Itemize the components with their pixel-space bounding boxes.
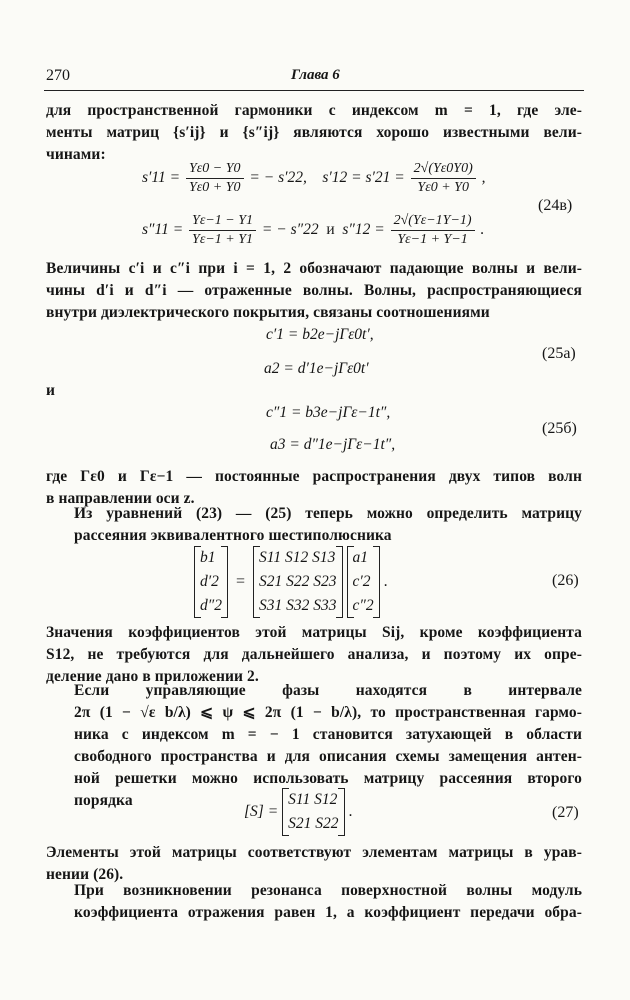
matrix-cell: d″2 — [200, 597, 222, 614]
denominator: Yε−1 + Y1 — [192, 232, 254, 247]
denominator: Yε0 + Y0 — [417, 180, 469, 195]
matrix-cell: d′2 — [200, 573, 219, 590]
text-line: Значения коэффициентов этой матрицы Sij, кроме коэффициента — [46, 624, 582, 641]
fraction — [411, 160, 476, 197]
matrix-cell: S22 — [315, 815, 339, 832]
page-number: 270 — [46, 67, 70, 84]
numerator: Yε0 − Y0 — [186, 160, 244, 179]
matrix-cell: S21 — [259, 573, 283, 590]
text-line: чины d′i и d″i — отраженные волны. Волны, распространяющиеся — [46, 282, 582, 299]
matrix-cell: S22 — [286, 573, 310, 590]
matrix-cell: S12 — [314, 791, 338, 808]
matrix-row — [259, 546, 337, 570]
eq-term: s″12 = — [342, 221, 385, 239]
numerator: 2√(Yε−1Y−1) — [391, 212, 475, 231]
text-line: 2π (1 − √ε b/λ) ⩽ ψ ⩽ 2π (1 − b/λ), то пространственная гармо- — [74, 704, 582, 721]
eq-term: [S] = — [244, 803, 279, 820]
matrix-cell: b1 — [200, 549, 216, 566]
text-line: где Γε0 и Γε−1 — постоянные распространения двух типов волн — [46, 468, 582, 485]
text-line: чинами: — [46, 146, 106, 163]
equation-25b-line1: c″1 = b3e−jΓε−1t″, — [266, 404, 391, 421]
matrix-cell: S32 — [286, 597, 310, 614]
matrix-row — [259, 570, 337, 594]
eq-term: s″11 = — [142, 221, 184, 239]
text-line: менты матриц {s′ij} и {s″ij} являются хорошо известными вели- — [46, 124, 582, 141]
eq-term: = − s′22, — [249, 169, 307, 187]
matrix-row — [288, 788, 338, 812]
equation-25b-line2: a3 = d″1e−jΓε−1t″, — [270, 436, 396, 453]
eq-term: , — [481, 169, 486, 187]
text-line: для пространственной гармоники с индексом m = 1, где эле- — [46, 102, 582, 119]
denominator: Yε0 + Y0 — [188, 180, 241, 195]
text-line: деление дано в приложении 2. — [46, 668, 259, 685]
matrix-cell: S11 — [288, 791, 311, 808]
denominator: Yε−1 + Y−1 — [397, 232, 468, 247]
equation-27 — [244, 788, 353, 836]
text-line: ной решетки можно использовать матрицу рассеяния второго — [74, 770, 582, 787]
equation-25a-line2: a2 = d′1e−jΓε0t′ — [264, 360, 369, 377]
eq-term: s′11 = — [142, 169, 181, 187]
equation-number: (24в) — [538, 197, 573, 214]
equation-number: (27) — [552, 804, 579, 821]
matrix-cell: S21 — [288, 815, 312, 832]
matrix-cell: c″2 — [352, 597, 374, 614]
paragraph-4 — [46, 503, 582, 547]
text-line: коэффициента отражения равен 1, а коэффициент передачи обра- — [74, 904, 582, 921]
paragraph-8 — [46, 880, 582, 924]
text-line: рассеяния эквивалентного шестиполюсника — [74, 527, 392, 544]
paragraph-5 — [46, 622, 582, 688]
matrix-row — [288, 812, 338, 836]
equation-26: b1 d′2 d″2 = S11 S12 S13 S21 S22 S23 S31 S32 S33 a1 c′2 c″2 . — [194, 546, 388, 618]
matrix-cell: S11 — [259, 549, 282, 566]
eq-conjunction: и — [326, 221, 335, 239]
equation-24v-row2 — [142, 212, 484, 249]
header-rule — [44, 90, 584, 91]
chapter-title: Глава 6 — [291, 67, 340, 83]
equation-24v-row1 — [142, 160, 486, 197]
eq-term: = − s″22 — [261, 221, 319, 239]
text-line: ника с индексом m = − 1 становится затухающей в области — [74, 726, 582, 743]
text-line: нении (26). — [46, 866, 124, 883]
text-line: свободного пространства и для описания схемы замещения антен- — [74, 748, 582, 765]
equation-number: (25б) — [542, 420, 577, 437]
equation-number: (25a) — [542, 345, 576, 362]
vector-b — [194, 546, 228, 618]
text-line: в направлении оси z. — [46, 490, 195, 507]
matrix-row — [259, 594, 337, 618]
text-line: порядка — [74, 792, 133, 809]
matrix-cell: S31 — [259, 597, 283, 614]
text-line: Если управляющие фазы находятся в интервале — [74, 682, 582, 699]
text-line: S12, не требуются для дальнейшего анализа, и поэтому их опре- — [46, 646, 582, 663]
text-line: Элементы этой матрицы соответствуют элементам матрицы в урав- — [46, 844, 582, 861]
paragraph-2 — [46, 258, 582, 324]
scattering-matrix-3x3 — [253, 546, 343, 618]
matrix-cell: S23 — [313, 573, 337, 590]
equation-number: (26) — [552, 572, 579, 589]
fraction — [186, 160, 244, 197]
equation-25a-line1: c′1 = b2e−jΓε0t′, — [266, 326, 374, 343]
text-line: При возникновении резонанса поверхностной волны модуль — [74, 882, 582, 899]
text-line: Величины c′i и c″i при i = 1, 2 обозначают падающие волны и вели- — [46, 260, 582, 277]
numerator: 2√(Yε0Y0) — [411, 160, 476, 179]
matrix-cell: S13 — [312, 549, 336, 566]
numerator: Yε−1 − Y1 — [189, 212, 256, 231]
fraction — [189, 212, 256, 249]
conjunction-and: и — [46, 382, 55, 399]
matrix-cell: S12 — [284, 549, 309, 566]
scattering-matrix-2x2 — [282, 788, 344, 836]
matrix-cell: c′2 — [352, 573, 371, 590]
text-line: внутри диэлектрического покрытия, связаны соотношениями — [46, 304, 490, 321]
eq-term: . — [348, 803, 353, 820]
matrix-cell: S33 — [313, 597, 337, 614]
text-line: Из уравнений (23) — (25) теперь можно определить матрицу — [74, 505, 582, 522]
matrix-cell: a1 — [352, 549, 368, 566]
fraction — [391, 212, 475, 249]
vector-a — [347, 546, 380, 618]
paragraph-1 — [46, 100, 582, 166]
eq-term: s′12 = s′21 = — [322, 169, 405, 187]
eq-term: . — [480, 221, 485, 239]
